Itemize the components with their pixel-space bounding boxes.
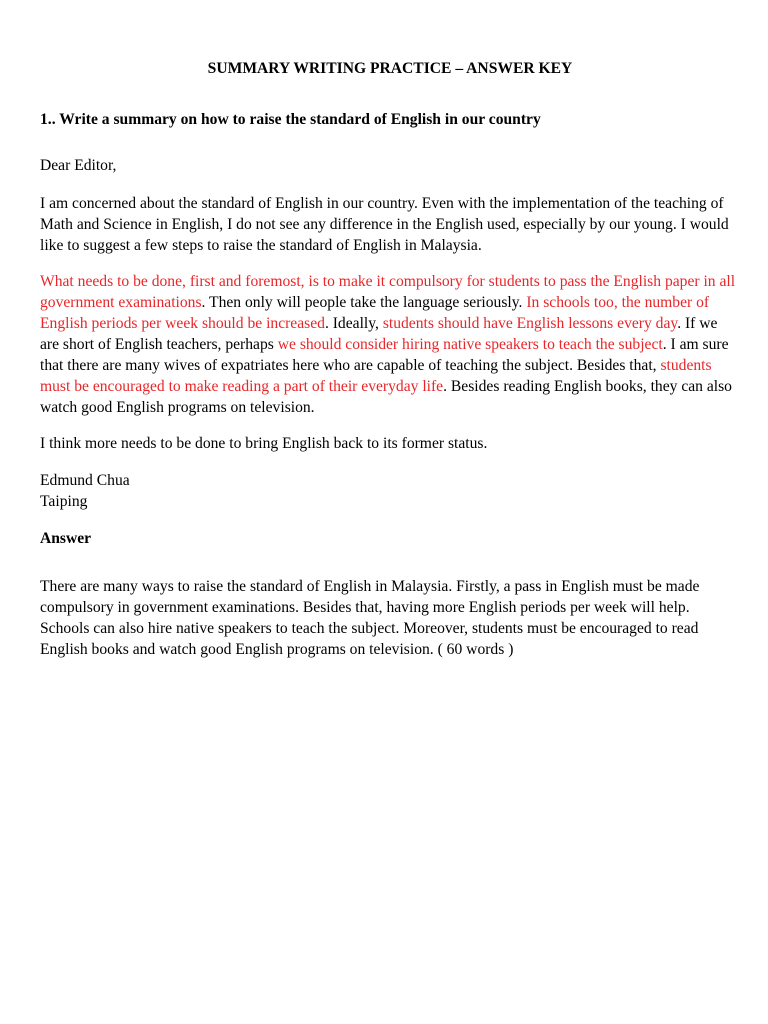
letter-salutation: Dear Editor, <box>40 157 117 174</box>
letter-signoff <box>40 470 740 512</box>
document-page <box>40 58 740 660</box>
paragraph-2-text: . Besides reading English books, they can also watch good English programs on television. <box>40 378 732 416</box>
question-heading: 1.. Write a summary on how to raise the standard of English in our country <box>40 111 541 128</box>
highlight-more-periods: In schools too, the number of English periods per week should be increased <box>40 294 710 332</box>
letter-paragraph-1: I am concerned about the standard of English in our country. Even with the implementation of the teaching of Math and Science in English, I do not see any difference in the English used, especially by our young. I would like to suggest a few steps to raise the standard of English in Malaysia. <box>40 195 729 254</box>
document-title: SUMMARY WRITING PRACTICE – ANSWER KEY <box>207 60 573 77</box>
highlight-reading-habit: students must be encouraged to make reading a part of their everyday life <box>40 357 712 395</box>
paragraph-2-text: . If we are short of English teachers, perhaps <box>40 315 718 353</box>
highlight-native-speakers: we should consider hiring native speakers to teach the subject <box>277 336 663 353</box>
paragraph-2-text: . Ideally, <box>324 315 383 332</box>
author-name: Edmund Chua <box>40 472 130 489</box>
answer-heading: Answer <box>40 530 92 547</box>
answer-summary: There are many ways to raise the standard of English in Malaysia. Firstly, a pass in English must be made compulsory in government examinations. Besides that, having more English periods per week will help. Schools can also hire native speakers to teach the subject. Moreover, students must be encouraged to read English books and watch good English programs on television. ( 60 words ) <box>40 578 700 658</box>
letter-paragraph-2 <box>40 271 740 418</box>
author-place: Taiping <box>40 493 88 510</box>
highlight-daily-lessons: students should have English lessons every day <box>382 315 678 332</box>
letter-paragraph-3: I think more needs to be done to bring English back to its former status. <box>40 435 488 452</box>
paragraph-2-text: . I am sure that there are many wives of expatriates here who are capable of teaching the subject. Besides that, <box>40 336 729 374</box>
paragraph-2-text: . Then only will people take the language seriously. <box>201 294 527 311</box>
highlight-compulsory-pass: What needs to be done, first and foremost, is to make it compulsory for students to pass the English paper in all government examinations <box>40 273 736 311</box>
